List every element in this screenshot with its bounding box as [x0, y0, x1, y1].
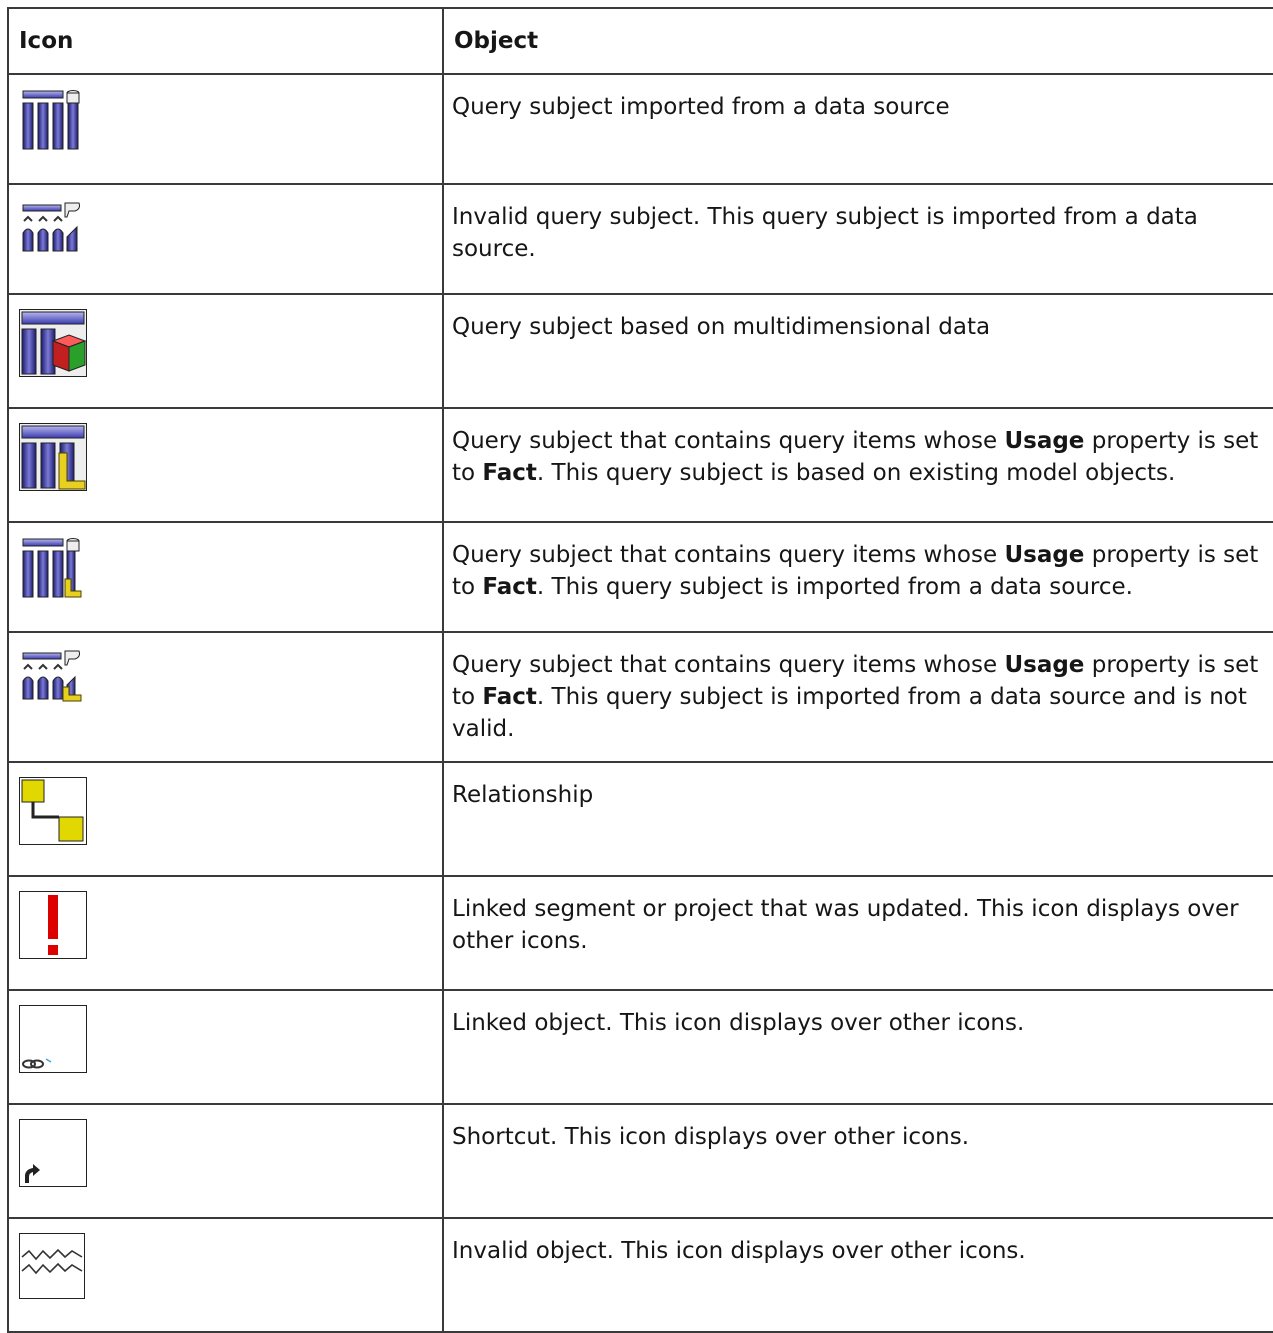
table-row: [8, 1104, 1273, 1218]
description-text: Query subject that contains query items whose: [452, 652, 1005, 678]
table-row: [8, 74, 1273, 184]
relationship-icon: [19, 777, 87, 845]
description-text: Invalid object. This icon displays over other icons.: [452, 1238, 1026, 1264]
table-row: [8, 522, 1273, 632]
row-description: [443, 632, 1273, 762]
table-row: [8, 184, 1273, 294]
row-description: [443, 184, 1273, 294]
description-text: property is set to: [452, 428, 1259, 486]
exclamation-icon: [19, 891, 87, 959]
table-row: [8, 876, 1273, 990]
table-row: [8, 294, 1273, 408]
bold-term: Fact: [482, 684, 537, 710]
row-description: [443, 762, 1273, 876]
row-description: [443, 876, 1273, 990]
description-text: Shortcut. This icon displays over other icons.: [452, 1124, 970, 1150]
header-icon: Icon: [8, 8, 443, 74]
bold-term: Usage: [1004, 542, 1085, 568]
invalid-query-subject-icon: [19, 199, 87, 267]
description-text: Relationship: [452, 782, 594, 808]
bold-term: Fact: [482, 460, 537, 486]
icons-table: [7, 7, 1273, 1333]
shortcut-arrow-icon: [19, 1119, 87, 1187]
description-text: Query subject based on multidimensional data: [452, 314, 991, 340]
row-description: [443, 522, 1273, 632]
table-row: [8, 990, 1273, 1104]
row-description: [443, 294, 1273, 408]
invalid-zigzag-icon: [19, 1233, 87, 1301]
row-description: [443, 74, 1273, 184]
description-text: . This query subject is imported from a data source.: [536, 574, 1133, 600]
description-text: property is set to: [452, 542, 1259, 600]
fact-query-subject-model-icon: [19, 423, 87, 491]
description-text: Invalid query subject. This query subject is imported from a data source.: [452, 204, 1198, 262]
table-row: [8, 762, 1273, 876]
description-text: property is set to: [452, 652, 1259, 710]
description-text: Query subject that contains query items whose: [452, 428, 1005, 454]
table-row: [8, 408, 1273, 522]
description-text: Linked segment or project that was updated. This icon displays over other icons.: [452, 896, 1239, 954]
bold-term: Usage: [1004, 428, 1085, 454]
description-text: . This query subject is based on existing model objects.: [536, 460, 1176, 486]
fact-query-subject-datasource-icon: [19, 537, 87, 605]
row-description: [443, 1218, 1273, 1332]
table-row: [8, 1218, 1273, 1332]
row-description: [443, 1104, 1273, 1218]
bold-term: Usage: [1004, 652, 1085, 678]
table-header-row: [8, 8, 1273, 74]
bold-term: Fact: [482, 574, 537, 600]
description-text: Query subject imported from a data source: [452, 94, 950, 120]
header-object: Object: [443, 8, 1273, 74]
table-row: [8, 632, 1273, 762]
query-subject-multidimensional-icon: [19, 309, 87, 377]
description-text: . This query subject is imported from a data source and is not valid.: [452, 684, 1247, 742]
fact-query-subject-invalid-icon: [19, 647, 87, 715]
description-text: Query subject that contains query items whose: [452, 542, 1005, 568]
row-description: [443, 408, 1273, 522]
link-icon: [19, 1005, 87, 1073]
description-text: Linked object. This icon displays over other icons.: [452, 1010, 1025, 1036]
row-description: [443, 990, 1273, 1104]
query-subject-datasource-icon: [19, 89, 87, 157]
